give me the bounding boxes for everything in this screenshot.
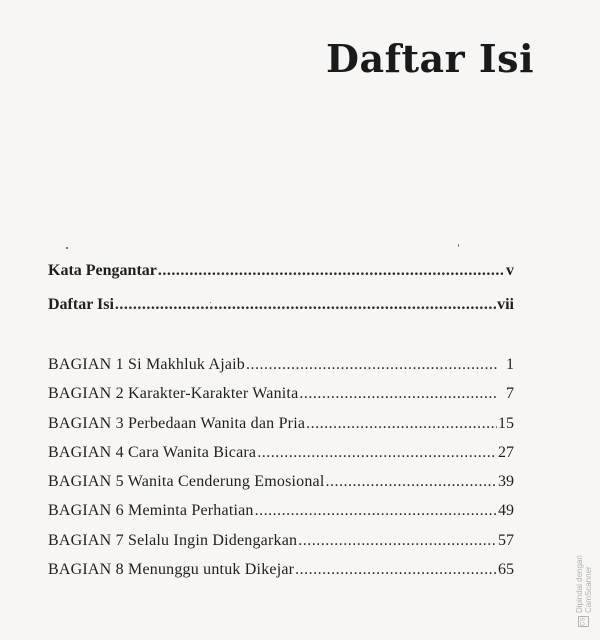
toc-entry-page: 39 bbox=[498, 473, 514, 491]
scan-speck bbox=[66, 247, 68, 249]
scan-speck bbox=[458, 244, 459, 247]
page-title: Daftar Isi bbox=[326, 36, 534, 81]
dot-leader bbox=[299, 383, 497, 405]
dot-leader bbox=[295, 559, 497, 581]
toc-entry-chapter bbox=[48, 559, 514, 588]
toc-entry-page: 15 bbox=[498, 414, 514, 432]
toc-entry-chapter bbox=[48, 442, 514, 471]
toc-entry-chapter bbox=[48, 500, 514, 529]
dot-leader bbox=[158, 258, 505, 284]
toc-entry-page: 1 bbox=[506, 356, 514, 373]
camscanner-logo-icon: CS bbox=[579, 616, 590, 627]
toc-entry-page: vii bbox=[497, 296, 514, 313]
toc-entry-page: 57 bbox=[498, 531, 514, 549]
toc-entry-chapter bbox=[48, 383, 514, 412]
toc-entry-page: 7 bbox=[506, 385, 514, 403]
dot-leader bbox=[246, 354, 497, 376]
dot-leader bbox=[257, 442, 497, 464]
toc-entry-chapter bbox=[48, 471, 514, 500]
toc-entry-front-matter bbox=[48, 258, 514, 292]
toc-entry-chapter bbox=[48, 354, 514, 383]
watermark-text: Dipindai dengan CamScanner bbox=[575, 555, 593, 614]
toc-entry-page: 65 bbox=[498, 561, 514, 579]
toc-entry-label: BAGIAN 3 Perbedaan Wanita dan Pria bbox=[48, 414, 306, 432]
toc-entry-label: BAGIAN 2 Karakter-Karakter Wanita bbox=[48, 385, 299, 403]
dot-leader bbox=[325, 471, 497, 493]
dot-leader bbox=[255, 500, 497, 522]
scan-speck bbox=[210, 302, 211, 303]
chapter-list bbox=[48, 354, 514, 588]
toc-entry-page: 27 bbox=[498, 443, 514, 461]
toc-entry-label: BAGIAN 1 Si Makhluk Ajaib bbox=[48, 356, 245, 373]
toc-entry-label: BAGIAN 6 Meminta Perhatian bbox=[48, 502, 254, 520]
scanner-watermark bbox=[575, 512, 593, 627]
toc-entry-page: v bbox=[506, 262, 514, 279]
toc-entry-chapter bbox=[48, 413, 514, 442]
dot-leader bbox=[298, 530, 497, 552]
front-matter-list bbox=[48, 258, 514, 326]
table-of-contents bbox=[48, 258, 514, 588]
toc-entry-chapter bbox=[48, 530, 514, 559]
toc-entry-page: 49 bbox=[498, 502, 514, 520]
dot-leader bbox=[115, 292, 496, 318]
toc-entry-front-matter bbox=[48, 292, 514, 326]
toc-entry-label: Daftar Isi bbox=[48, 296, 114, 313]
toc-entry-label: BAGIAN 8 Menunggu untuk Dikejar bbox=[48, 561, 295, 579]
dot-leader bbox=[306, 413, 497, 435]
toc-entry-label: BAGIAN 5 Wanita Cenderung Emosional bbox=[48, 473, 325, 491]
toc-entry-label: Kata Pengantar bbox=[48, 262, 157, 279]
toc-entry-label: BAGIAN 4 Cara Wanita Bicara bbox=[48, 443, 257, 461]
toc-entry-label: BAGIAN 7 Selalu Ingin Didengarkan bbox=[48, 531, 298, 549]
